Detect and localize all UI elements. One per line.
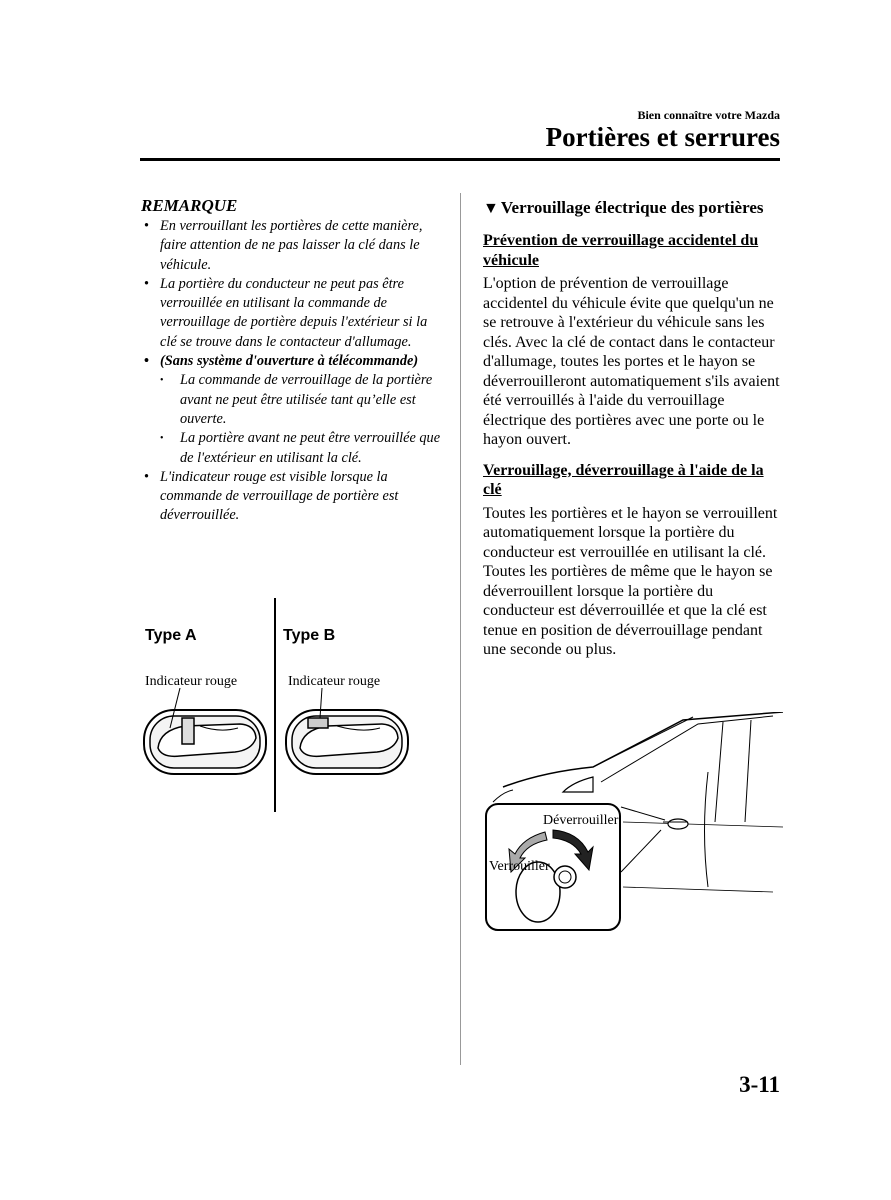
type-b-label: Type B	[283, 627, 336, 644]
column-divider	[460, 193, 461, 1065]
note-item-label: (Sans système d'ouverture à télécommande)	[160, 353, 419, 370]
section-heading-text: Verrouillage électrique des portières	[500, 198, 764, 217]
note-item: • La portière du conducteur ne peut pas être verrouillée en utilisant la commande de verrouillage de portière depuis l'extérieur si la clé se trouve dans le contacteur d'allumage.	[141, 275, 441, 352]
note-list	[141, 217, 441, 526]
note-title: REMARQUE	[141, 196, 238, 215]
paragraph: L'option de prévention de verrouillage accidentel du véhicule évite que quelqu'un ne se retrouve à l'extérieur du véhicule sans les clés. Avec la clé de contact dans le contacteur d'allumage, toutes les portes et le hayon se déverrouilleront automatiquement s'ils avaient été verrouillés à l'aide du verrouillage électrique des portières avec une porte ou le hayon ouvert.	[483, 275, 780, 448]
page-number: 3-11	[739, 1072, 780, 1097]
indicator-label-a: Indicateur rouge	[145, 674, 238, 689]
main-content	[483, 197, 783, 660]
note-sublist	[160, 371, 441, 467]
paragraph: Toutes les portières et le hayon se verrouillent automatiquement lorsque la portière du conducteur est verrouillée en utilisant la clé.	[483, 504, 778, 561]
type-a-label: Type A	[145, 627, 197, 644]
door-handle-type-b-illustration	[282, 688, 412, 780]
unlock-label: Déverrouiller	[543, 813, 619, 828]
note-item: • L'indicateur rouge est visible lorsque la commande de verrouillage de portière est déverrouillée.	[141, 468, 441, 526]
indicator-label-b: Indicateur rouge	[288, 674, 381, 689]
subheading-key-lock: Verrouillage, déverrouillage à l'aide de la clé	[483, 461, 764, 498]
figure-divider	[274, 598, 276, 812]
header-rule	[140, 158, 780, 161]
note-block	[141, 195, 441, 526]
section-heading	[483, 197, 783, 220]
running-header: Bien connaître votre Mazda	[637, 108, 780, 122]
door-handle-type-a-illustration	[140, 688, 270, 780]
note-item	[141, 352, 441, 468]
paragraph: Toutes les portières de même que le hayon se déverrouillent lorsque la portière du conducteur est déverrouillée et que la clé est tenue en position de déverrouillage pendant une seconde ou plus.	[483, 563, 773, 658]
subheading-accidental-lock: Prévention de verrouillage accidentel du véhicule	[483, 232, 759, 269]
lock-label: Verrouiller	[489, 859, 550, 874]
note-subitem: • La commande de verrouillage de la portière avant ne peut être utilisée tant qu’elle est ouverte.	[160, 371, 441, 429]
note-item: • En verrouillant les portières de cette manière, faire attention de ne pas laisser la clé dans le véhicule.	[141, 217, 441, 275]
car-door-key-illustration	[483, 712, 783, 934]
section-marker-icon: ▼	[483, 200, 499, 217]
page-title: Portières et serrures	[545, 122, 780, 152]
note-subitem: • La portière avant ne peut être verrouillée que de l'extérieur en utilisant la clé.	[160, 429, 441, 468]
